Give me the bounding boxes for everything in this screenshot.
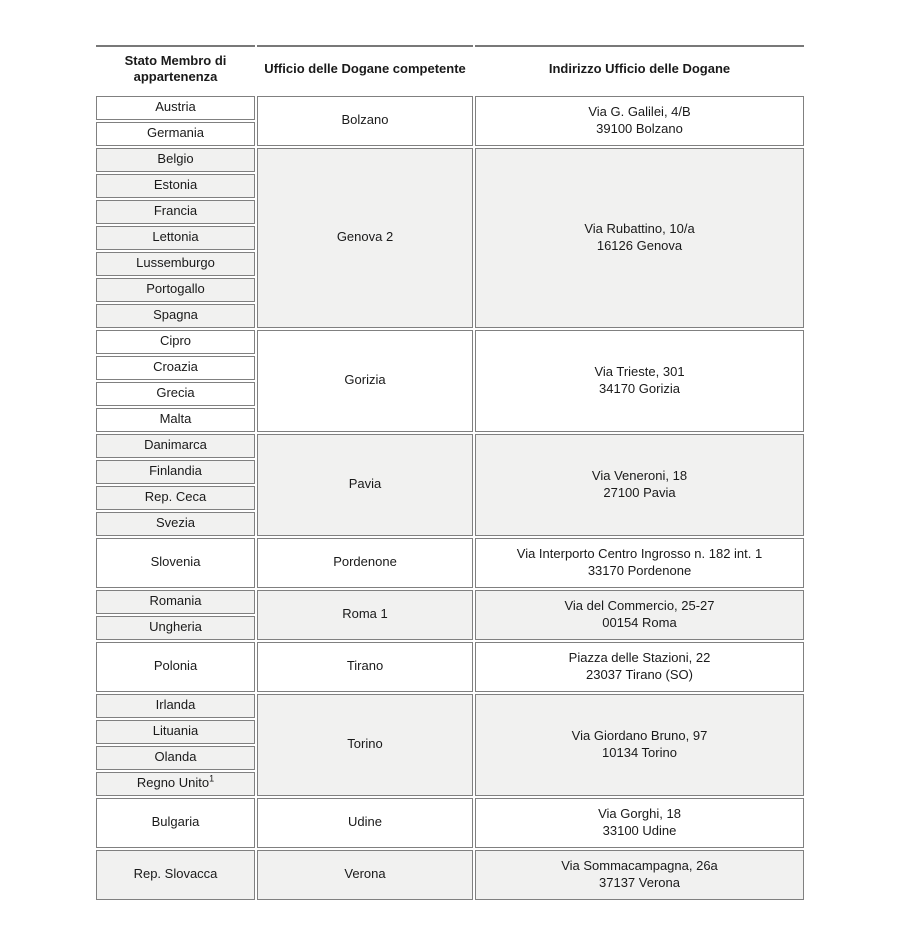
- country-label: Slovenia: [150, 554, 201, 570]
- column-header-stato-membro: Stato Membro di appartenenza: [96, 45, 255, 94]
- address-line: Via Interporto Centro Ingrosso n. 182 int. 1: [516, 545, 763, 561]
- office-label: Pavia: [348, 476, 382, 492]
- country-label: Francia: [153, 203, 198, 219]
- address-line: Via Gorghi, 18: [598, 805, 681, 821]
- country-cell: [96, 772, 255, 796]
- country-cell: [96, 226, 255, 250]
- address-line: 10134 Torino: [602, 744, 677, 760]
- country-label: Svezia: [155, 515, 196, 531]
- address-line: Piazza delle Stazioni, 22: [568, 649, 711, 665]
- office-cell: [257, 798, 473, 848]
- address-line: Via Rubattino, 10/a: [584, 220, 695, 236]
- country-label: Lituania: [152, 723, 199, 739]
- country-cell: [96, 460, 255, 484]
- table-row: [96, 798, 804, 848]
- office-cell: [257, 96, 473, 146]
- office-label: Torino: [347, 736, 383, 752]
- table-row: [96, 434, 804, 458]
- country-cell: [96, 434, 255, 458]
- office-cell: [257, 850, 473, 900]
- office-cell: [257, 590, 473, 640]
- country-cell: [96, 486, 255, 510]
- country-label: Croazia: [153, 359, 198, 375]
- office-cell: [257, 642, 473, 692]
- country-cell: [96, 512, 255, 536]
- address-cell: [475, 642, 804, 692]
- address-line: 00154 Roma: [602, 614, 677, 630]
- country-label: Lettonia: [152, 229, 199, 245]
- country-cell: [96, 96, 255, 120]
- address-line: 39100 Bolzano: [596, 120, 683, 136]
- country-label: Rep. Ceca: [144, 489, 207, 505]
- country-cell: [96, 122, 255, 146]
- header-row: [96, 45, 804, 94]
- address-line: Via Veneroni, 18: [591, 467, 688, 483]
- office-cell: [257, 330, 473, 432]
- table-row: [96, 96, 804, 120]
- office-cell: [257, 694, 473, 796]
- address-line: 23037 Tirano (SO): [586, 666, 693, 682]
- address-line: 34170 Gorizia: [599, 380, 680, 396]
- country-label: Rep. Slovacca: [133, 866, 218, 882]
- address-line: 16126 Genova: [596, 237, 683, 253]
- address-line: Via G. Galilei, 4/B: [588, 103, 691, 119]
- country-label: Ungheria: [149, 619, 202, 635]
- table-body: [96, 96, 804, 900]
- country-cell: [96, 330, 255, 354]
- country-label: Polonia: [153, 658, 198, 674]
- country-cell: [96, 278, 255, 302]
- table-row: [96, 148, 804, 172]
- dogane-table: [94, 43, 806, 902]
- country-cell: [96, 616, 255, 640]
- country-label: Germania: [146, 125, 205, 141]
- address-cell: [475, 96, 804, 146]
- address-cell: [475, 148, 804, 328]
- address-cell: [475, 434, 804, 536]
- country-cell: [96, 148, 255, 172]
- country-cell: [96, 850, 255, 900]
- country-cell: [96, 356, 255, 380]
- office-label: Pordenone: [333, 554, 397, 570]
- country-cell: [96, 174, 255, 198]
- country-label: Belgio: [157, 151, 194, 167]
- country-label: Grecia: [156, 385, 195, 401]
- column-header-indirizzo: Indirizzo Ufficio delle Dogane: [475, 45, 804, 94]
- address-line: Via del Commercio, 25-27: [564, 597, 715, 613]
- address-line: Via Sommacampagna, 26a: [561, 857, 718, 873]
- country-label: Irlanda: [155, 697, 196, 713]
- country-label: Austria: [155, 99, 196, 115]
- office-cell: [257, 148, 473, 328]
- country-cell: [96, 642, 255, 692]
- address-line: 27100 Pavia: [603, 484, 676, 500]
- address-cell: [475, 694, 804, 796]
- office-label: Tirano: [346, 658, 384, 674]
- country-cell: [96, 590, 255, 614]
- country-label: Portogallo: [146, 281, 205, 297]
- country-cell: [96, 694, 255, 718]
- table-row: [96, 694, 804, 718]
- column-header-ufficio-dogane: Ufficio delle Dogane competente: [257, 45, 473, 94]
- table-row: [96, 330, 804, 354]
- country-cell: [96, 720, 255, 744]
- country-label: Olanda: [154, 749, 197, 765]
- table-row: [96, 850, 804, 900]
- country-label: Regno Unito: [136, 775, 210, 791]
- country-label: Romania: [149, 593, 202, 609]
- address-cell: [475, 538, 804, 588]
- country-cell: [96, 538, 255, 588]
- office-label: Udine: [348, 814, 382, 830]
- address-line: 33100 Udine: [602, 822, 677, 838]
- country-cell: [96, 408, 255, 432]
- country-label: Finlandia: [149, 463, 202, 479]
- address-cell: [475, 590, 804, 640]
- country-cell: [96, 304, 255, 328]
- country-label: Lussemburgo: [136, 255, 215, 271]
- address-line: 33170 Pordenone: [587, 562, 692, 578]
- address-cell: [475, 798, 804, 848]
- country-cell: [96, 746, 255, 770]
- office-label: Genova 2: [336, 229, 394, 245]
- country-label: Cipro: [159, 333, 192, 349]
- office-label: Roma 1: [342, 606, 388, 622]
- address-line: Via Trieste, 301: [594, 363, 685, 379]
- office-cell: [257, 434, 473, 536]
- address-line: Via Giordano Bruno, 97: [571, 727, 708, 743]
- table-row: [96, 538, 804, 588]
- office-label: Verona: [344, 866, 386, 882]
- table-row: [96, 590, 804, 614]
- office-label: Gorizia: [344, 372, 386, 388]
- address-cell: [475, 330, 804, 432]
- table-row: [96, 642, 804, 692]
- address-line: 37137 Verona: [599, 874, 680, 890]
- country-cell: [96, 798, 255, 848]
- office-cell: [257, 538, 473, 588]
- country-cell: [96, 252, 255, 276]
- country-label: Estonia: [153, 177, 198, 193]
- country-label: Danimarca: [144, 437, 207, 453]
- footnote-marker: 1: [209, 773, 215, 784]
- country-label: Malta: [159, 411, 192, 427]
- office-label: Bolzano: [341, 112, 389, 128]
- country-cell: [96, 200, 255, 224]
- address-cell: [475, 850, 804, 900]
- country-label: Bulgaria: [151, 814, 200, 830]
- country-label: Spagna: [153, 307, 198, 323]
- country-cell: [96, 382, 255, 406]
